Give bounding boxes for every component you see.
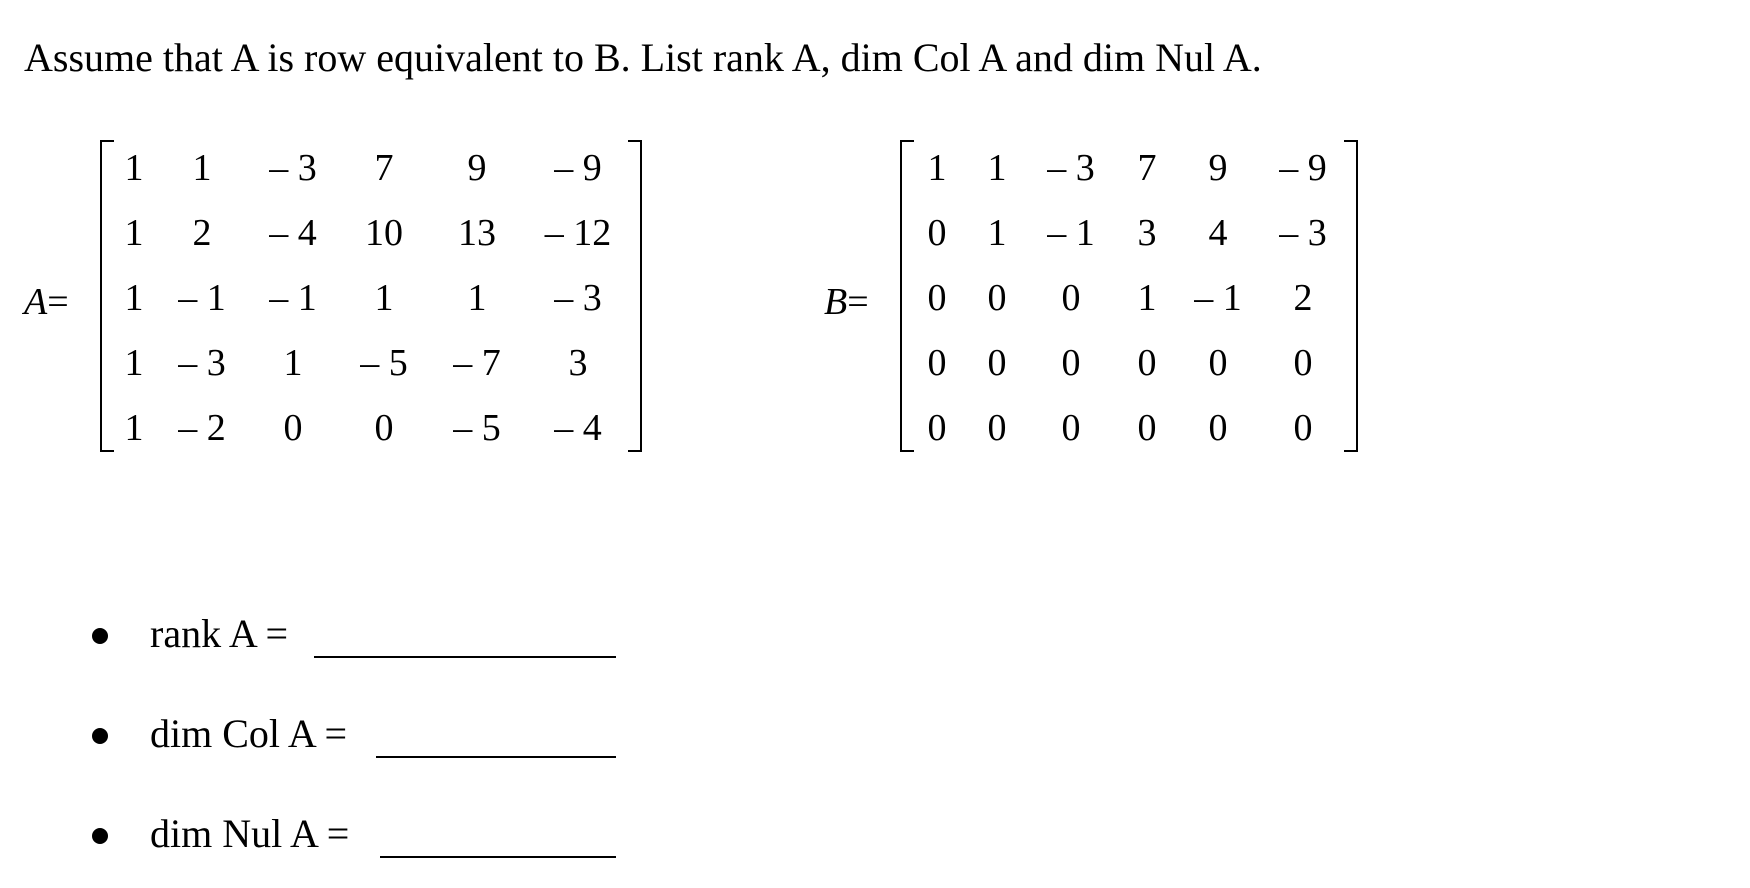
matrix-b-entry: 1 [927,147,947,189]
answer-item-dim-nul [0,800,700,860]
matrix-b-entry: 0 [1137,342,1157,384]
matrix-a-entry: 1 [374,277,394,319]
answer-blank-dim-nul[interactable] [380,856,616,858]
matrix-b-entry: 1 [987,212,1007,254]
matrix-b-entry: 1 [1137,277,1157,319]
matrix-a-entry: – 2 [178,407,226,449]
matrix-a-entry: 2 [192,212,212,254]
bullet-icon [92,828,108,844]
matrix-b-entry: 2 [1293,277,1313,319]
answer-item-dim-col [0,700,700,760]
matrix-a-entry: – 4 [554,407,602,449]
matrix-b-entry: 9 [1208,147,1228,189]
matrix-a-entry: 0 [374,407,394,449]
matrix-b-entry: 0 [1061,407,1081,449]
matrix-b-entry: – 3 [1279,212,1327,254]
answer-blank-rank[interactable] [314,656,616,658]
matrix-a-entry: – 3 [178,342,226,384]
matrix-b-entry: 4 [1208,212,1228,254]
matrix-a-entry: – 7 [453,342,501,384]
matrix-a-entry: 1 [124,277,144,319]
matrix-b-entry: – 1 [1047,212,1095,254]
matrix-a-entry: 1 [124,147,144,189]
matrix-b-entry: 0 [1293,407,1313,449]
answer-label-dim-nul: dim Nul A = [150,811,350,856]
matrix-a-entry: 10 [365,212,403,254]
matrix-b-entry: – 3 [1047,147,1095,189]
matrix-a-entry: 1 [124,212,144,254]
matrix-a-entry: – 4 [269,212,317,254]
matrix-b-entry: 0 [927,212,947,254]
matrix-a-entry: – 1 [269,277,317,319]
matrix-a-entry: 3 [568,342,588,384]
question-prompt: Assume that A is row equivalent to B. List rank A, dim Col A and dim Nul A. [24,35,1262,80]
matrix-a [24,140,644,468]
matrix-a-entry: 7 [374,147,394,189]
matrix-a-entry: – 9 [554,147,602,189]
matrix-a-label: A= [24,281,69,323]
matrix-a-entry: 1 [467,277,487,319]
matrix-a-entry: 1 [124,407,144,449]
matrix-b-entry: – 1 [1194,277,1242,319]
matrix-b-entry: 0 [1137,407,1157,449]
matrix-a-entry: – 1 [178,277,226,319]
matrix-b-entry: 0 [1293,342,1313,384]
matrix-b-entry: 0 [987,407,1007,449]
answer-label-dim-col: dim Col A = [150,711,348,756]
matrix-b-entry: 1 [987,147,1007,189]
matrix-b-entry: 0 [1208,407,1228,449]
matrix-b-entry: 0 [1061,342,1081,384]
matrix-a-entry: 1 [124,342,144,384]
answer-blank-dim-col[interactable] [376,756,616,758]
matrix-a-entry: 9 [467,147,487,189]
matrix-b-label: B= [824,281,869,323]
matrix-a-entry: – 5 [360,342,408,384]
matrix-a-entry: 0 [283,407,303,449]
matrix-b-entry: 3 [1137,212,1157,254]
matrix-b-entry: 0 [927,407,947,449]
bullet-icon [92,628,108,644]
matrix-a-entry: – 5 [453,407,501,449]
bullet-icon [92,728,108,744]
matrix-b-entry: – 9 [1279,147,1327,189]
matrix-b-entry: 0 [927,342,947,384]
matrix-a-entry: – 3 [269,147,317,189]
matrix-a-entry: 1 [283,342,303,384]
matrix-a-entry: 1 [192,147,212,189]
matrix-b-entry: 0 [987,342,1007,384]
answer-item-rank [0,600,700,660]
matrix-b-entry: 0 [1208,342,1228,384]
matrix-b [824,140,1364,468]
matrix-a-entries [112,144,632,469]
matrix-b-entries [910,144,1352,469]
matrix-b-entry: 7 [1137,147,1157,189]
matrix-b-entry: 0 [927,277,947,319]
matrix-a-entry: – 3 [554,277,602,319]
matrix-b-entry: 0 [1061,277,1081,319]
matrix-a-entry: 13 [458,212,496,254]
matrix-a-entry: – 12 [544,212,612,254]
matrix-b-entry: 0 [987,277,1007,319]
answer-label-rank: rank A = [150,611,289,656]
